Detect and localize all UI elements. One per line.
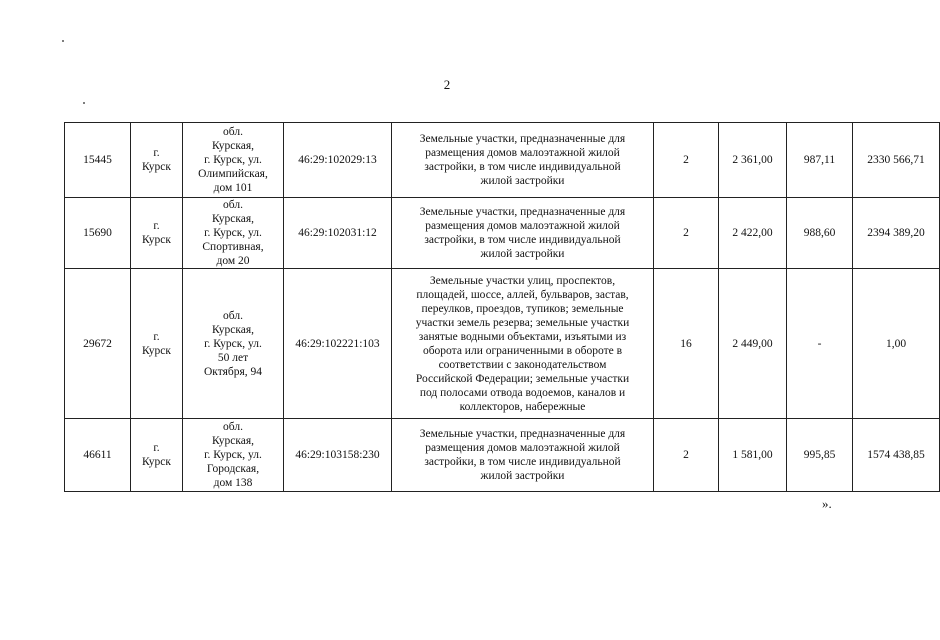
- area-cell: 2 449,00: [719, 269, 787, 419]
- use-group-cell: 2: [654, 419, 719, 492]
- cadastral-number-cell: 46:29:102031:12: [284, 198, 392, 269]
- closing-quote-mark: ».: [822, 496, 832, 511]
- use-group-cell: 16: [654, 269, 719, 419]
- area-cell: 1 581,00: [719, 419, 787, 492]
- area-cell: 2 361,00: [719, 123, 787, 198]
- scan-speck: [62, 40, 64, 42]
- city-cell: г. Курск: [131, 419, 183, 492]
- permitted-use-cell: Земельные участки улиц, проспектов, площадей, шоссе, аллей, бульваров, застав, переулков, проездов, тупиков; земельные участки земель резерва; земельные участки занятые водными объектами, изъятыми из оборота или ограниченными в обороте в соответствии с законодательством Российской Федерации; земельные участки под полосами отвода водоемов, каналов и коллекторов, набережные: [392, 269, 654, 419]
- permitted-use-cell: Земельные участки, предназначенные для размещения домов малоэтажной жилой застройки, в том числе индивидуальной жилой застройки: [392, 419, 654, 492]
- city-cell: г. Курск: [131, 198, 183, 269]
- page-number: 2: [443, 77, 451, 92]
- address-cell: обл. Курская, г. Курск, ул. Городская, дом 138: [183, 419, 284, 492]
- plot-number-cell: 46611: [65, 419, 131, 492]
- city-cell: г. Курск: [131, 123, 183, 198]
- table-row: [65, 123, 940, 198]
- cadastral-value-cell: 2330 566,71: [853, 123, 940, 198]
- cadastral-value-cell: 1,00: [853, 269, 940, 419]
- specific-value-cell: -: [787, 269, 853, 419]
- cadastral-number-cell: 46:29:103158:230: [284, 419, 392, 492]
- address-cell: обл. Курская, г. Курск, ул. Олимпийская, дом 101: [183, 123, 284, 198]
- permitted-use-cell: Земельные участки, предназначенные для размещения домов малоэтажной жилой застройки, в том числе индивидуальной жилой застройки: [392, 123, 654, 198]
- table-row: [65, 269, 940, 419]
- specific-value-cell: 987,11: [787, 123, 853, 198]
- cadastral-value-cell: 2394 389,20: [853, 198, 940, 269]
- plot-number-cell: 29672: [65, 269, 131, 419]
- use-group-cell: 2: [654, 123, 719, 198]
- cadastral-value-cell: 1574 438,85: [853, 419, 940, 492]
- table-row: [65, 198, 940, 269]
- area-cell: 2 422,00: [719, 198, 787, 269]
- scan-speck: [83, 102, 85, 104]
- land-plots-table: [64, 122, 940, 492]
- city-cell: г. Курск: [131, 269, 183, 419]
- cadastral-number-cell: 46:29:102221:103: [284, 269, 392, 419]
- plot-number-cell: 15445: [65, 123, 131, 198]
- use-group-cell: 2: [654, 198, 719, 269]
- table-row: [65, 419, 940, 492]
- address-cell: обл. Курская, г. Курск, ул. 50 лет Октября, 94: [183, 269, 284, 419]
- specific-value-cell: 995,85: [787, 419, 853, 492]
- cadastral-number-cell: 46:29:102029:13: [284, 123, 392, 198]
- plot-number-cell: 15690: [65, 198, 131, 269]
- permitted-use-cell: Земельные участки, предназначенные для размещения домов малоэтажной жилой застройки, в том числе индивидуальной жилой застройки: [392, 198, 654, 269]
- address-cell: обл. Курская, г. Курск, ул. Спортивная, дом 20: [183, 198, 284, 269]
- specific-value-cell: 988,60: [787, 198, 853, 269]
